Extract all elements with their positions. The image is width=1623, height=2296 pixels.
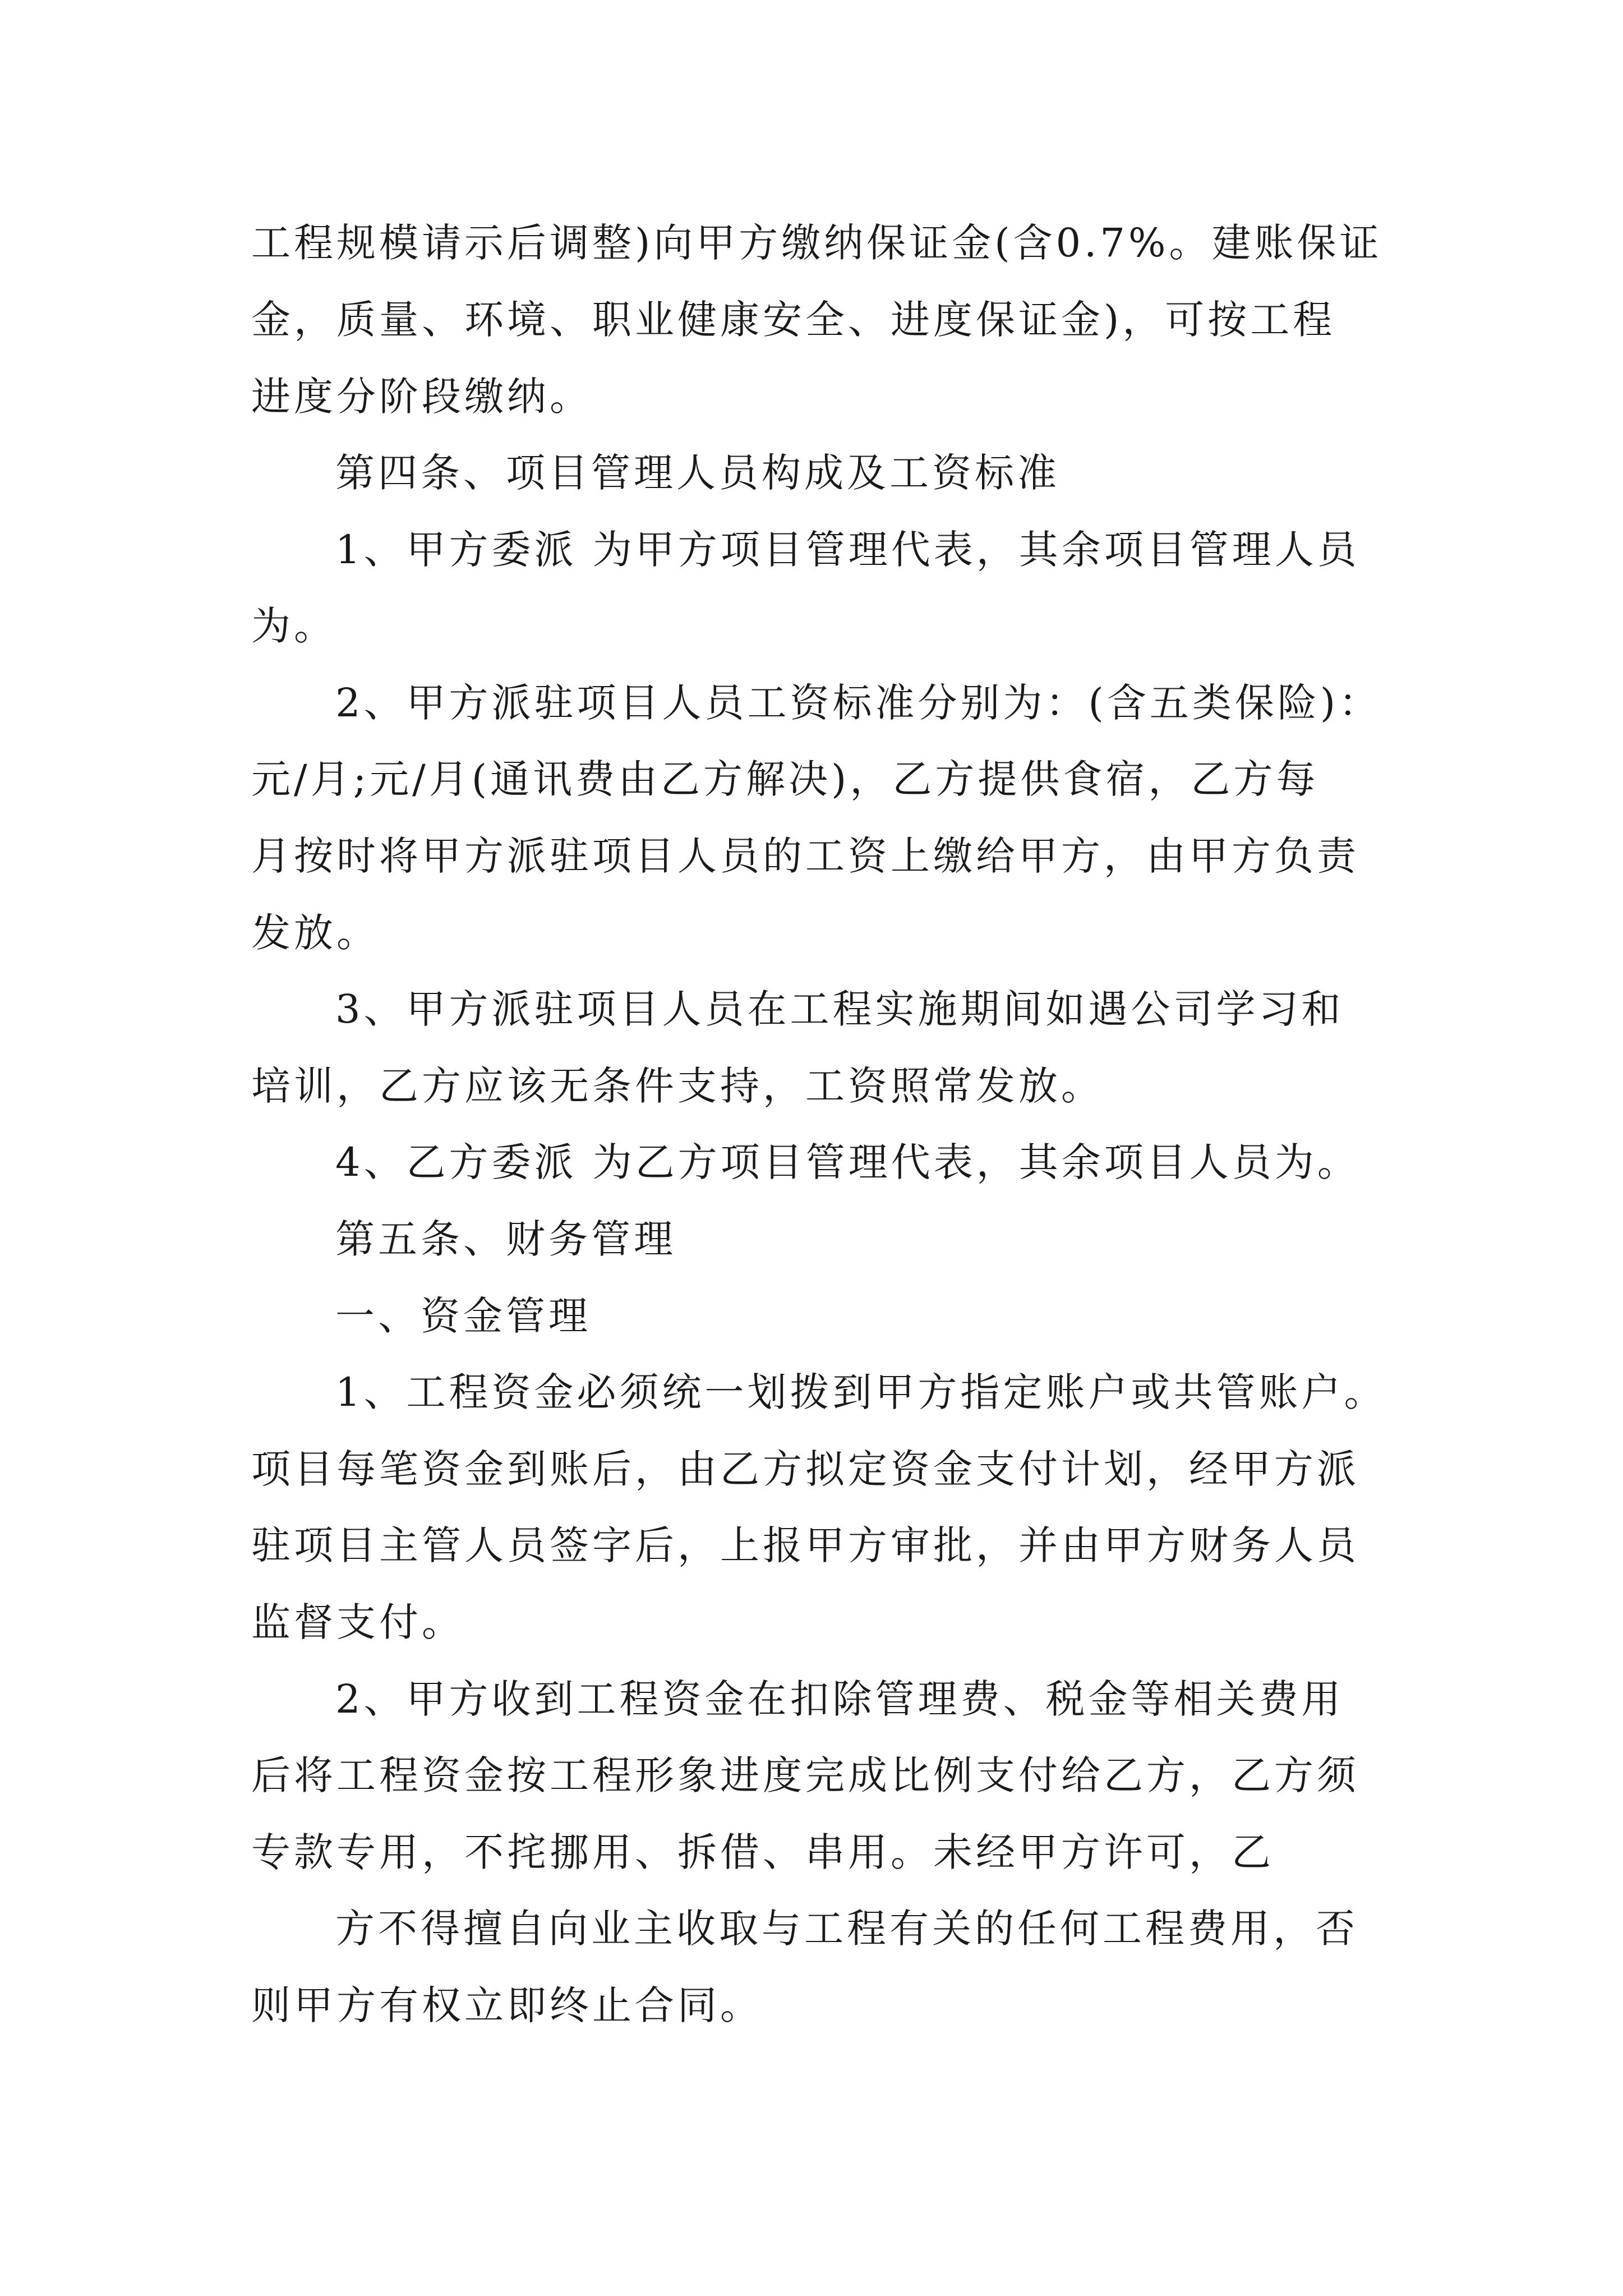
paragraph-line: 专款专用，不挓挪用、拆借、串用。未经甲方许可，乙	[251, 1829, 1274, 1875]
paragraph-line: 则甲方有权立即终止合同。	[251, 1982, 763, 2028]
paragraph-line: 4、乙方委派 为乙方项目管理代表，其余项目人员为。	[335, 1139, 1360, 1185]
paragraph-line: 1、工程资金必须统一划拨到甲方指定账户或共管账户。	[335, 1369, 1387, 1415]
paragraph-line: 金，质量、环境、职业健康安全、进度保证金)，可按工程	[251, 297, 1336, 343]
paragraph-line: 后将工程资金按工程形象进度完成比例支付给乙方，乙方须	[251, 1752, 1359, 1798]
paragraph-line: 元/月;元/月(通讯费由乙方解决)，乙方提供食宿，乙方每	[251, 756, 1319, 802]
paragraph-line: 进度分阶段缴纳。	[251, 374, 592, 420]
paragraph-line: 为。	[251, 603, 336, 649]
paragraph-line: 2、甲方派驻项目人员工资标准分别为：(含五类保险)：	[335, 680, 1382, 726]
paragraph-line: 3、甲方派驻项目人员在工程实施期间如遇公司学习和	[335, 986, 1344, 1032]
paragraph-line: 培训，乙方应该无条件支持，工资照常发放。	[251, 1063, 1104, 1109]
paragraph-line: 1、甲方委派 为甲方项目管理代表，其余项目管理人员	[335, 527, 1360, 573]
paragraph-line: 发放。	[251, 910, 379, 956]
subsection-heading: 一、资金管理	[335, 1293, 591, 1339]
paragraph-line: 项目每笔资金到账后，由乙方拟定资金支付计划，经甲方派	[251, 1446, 1359, 1492]
paragraph-line: 方不得擅自向业主收取与工程有关的任何工程费用，否	[335, 1906, 1358, 1952]
section-heading: 第五条、财务管理	[335, 1216, 676, 1262]
paragraph-line: 2、甲方收到工程资金在扣除管理费、税金等相关费用	[335, 1676, 1344, 1722]
paragraph-line: 月按时将甲方派驻项目人员的工资上缴给甲方，由甲方负责	[251, 833, 1359, 879]
section-heading: 第四条、项目管理人员构成及工资标准	[335, 450, 1060, 496]
paragraph-line: 监督支付。	[251, 1599, 464, 1645]
paragraph-line: 驻项目主管人员签字后，上报甲方审批，并由甲方财务人员	[251, 1522, 1359, 1568]
paragraph-line: 工程规模请示后调整)向甲方缴纳保证金(含0.7%。建账保证	[251, 220, 1382, 266]
